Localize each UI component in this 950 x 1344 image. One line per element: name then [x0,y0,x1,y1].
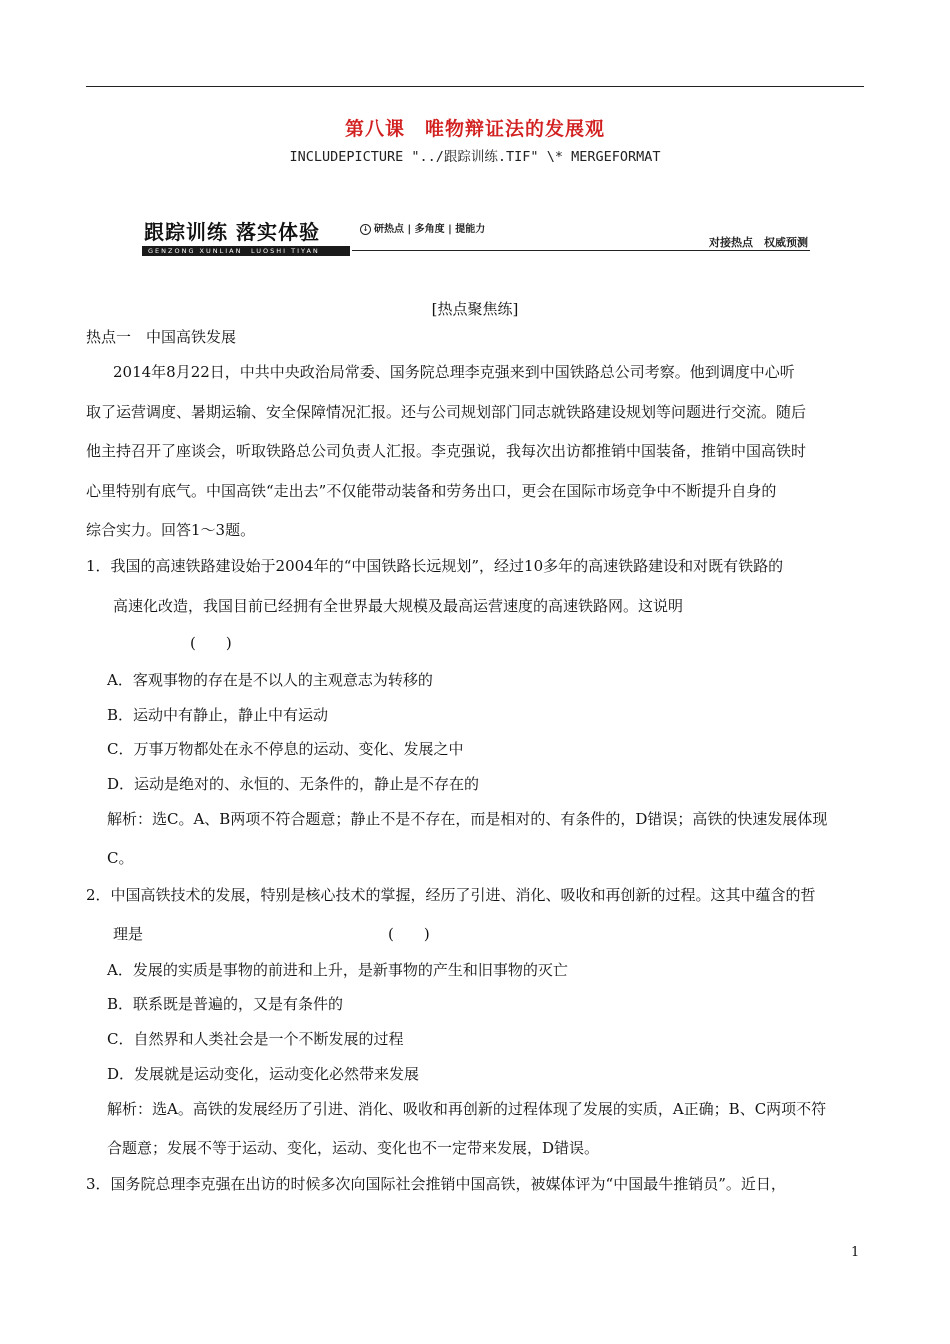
header-rule [86,86,864,87]
option-b: B．运动中有静止，静止中有运动 [107,706,329,724]
question-2-stem: 理是 [113,925,144,943]
analysis: C。 [107,849,134,867]
banner-subtitle-text: 研热点 | 多角度 | 提能力 [374,224,486,235]
lesson-title: 第八课 唯物辩证法的发展观 [344,118,605,140]
passage-line: 心里特别有底气。中国高铁“走出去”不仅能带动装备和劳务出口，更会在国际市场竞争中不断提升自身的 [86,482,777,500]
question-3-stem: 3．国务院总理李克强在出访的时候多次向国际社会推销中国高铁，被媒体评为“中国最牛推销员”。近日， [86,1175,786,1193]
banner-right-text: 对接热点 权威预测 [709,236,808,249]
option-c: C．自然界和人类社会是一个不断发展的过程 [107,1030,404,1048]
analysis: 解析：选C。A、B两项不符合题意；静止不是不存在，而是相对的、有条件的，D错误；高铁的快速发展体现 [107,810,828,828]
passage-line: 取了运营调度、暑期运输、安全保障情况汇报。还与公司规划部门同志就铁路建设规划等问题进行交流。随后 [86,403,807,421]
option-c: C．万事万物都处在永不停息的运动、变化、发展之中 [107,740,464,758]
page-number: 1 [851,1245,860,1260]
passage-line: 他主持召开了座谈会，听取铁路总公司负责人汇报。李克强说，我每次出访都推销中国装备，推销中国高铁时 [86,442,807,460]
question-1-stem: 1．我国的高速铁路建设始于2004年的“中国铁路长远规划”，经过10多年的高速铁路建设和对既有铁路的 [86,557,784,575]
banner-rule [352,250,810,251]
question-2-stem: 2．中国高铁技术的发展，特别是核心技术的掌握，经历了引进、消化、吸收和再创新的过程。这其中蕴含的哲 [86,886,816,904]
arrow-circle-icon: ↓ [360,224,371,235]
option-b: B．联系既是普遍的，又是有条件的 [107,995,344,1013]
option-d: D．运动是绝对的、永恒的、无条件的，静止是不存在的 [107,775,480,793]
answer-blank: ( ) [388,925,430,943]
analysis: 合题意；发展不等于运动、变化，运动、变化也不一定带来发展，D错误。 [107,1139,600,1157]
answer-blank: ( ) [190,634,232,652]
hotspot-heading: 热点一 中国高铁发展 [86,328,237,346]
section-title: [热点聚焦练] [431,300,519,318]
option-d: D．发展就是运动变化，运动变化必然带来发展 [107,1065,420,1083]
passage-line: 综合实力。回答1～3题。 [86,521,256,539]
passage-line: 2014年8月22日，中共中央政治局常委、国务院总理李克强来到中国铁路总公司考察。他到调度中心听 [113,363,795,381]
banner-subtitle [360,220,485,235]
question-1-stem: 高速化改造，我国目前已经拥有全世界最大规模及最高运营速度的高速铁路网。这说明 [113,597,684,615]
banner-main-text: 跟踪训练 落实体验 [144,220,320,244]
banner-pinyin: GENZONG XUNLIAN LUOSHI TIYAN [142,246,350,256]
tracking-banner [140,214,810,258]
analysis: 解析：选A。高铁的发展经历了引进、消化、吸收和再创新的过程体现了发展的实质，A正确；B、C两项不符 [107,1100,827,1118]
option-a: A．客观事物的存在是不以人的主观意志为转移的 [107,671,433,689]
option-a: A．发展的实质是事物的前进和上升，是新事物的产生和旧事物的灭亡 [107,961,568,979]
include-field-code: INCLUDEPICTURE "../跟踪训练.TIF" \* MERGEFORMAT [289,149,661,165]
